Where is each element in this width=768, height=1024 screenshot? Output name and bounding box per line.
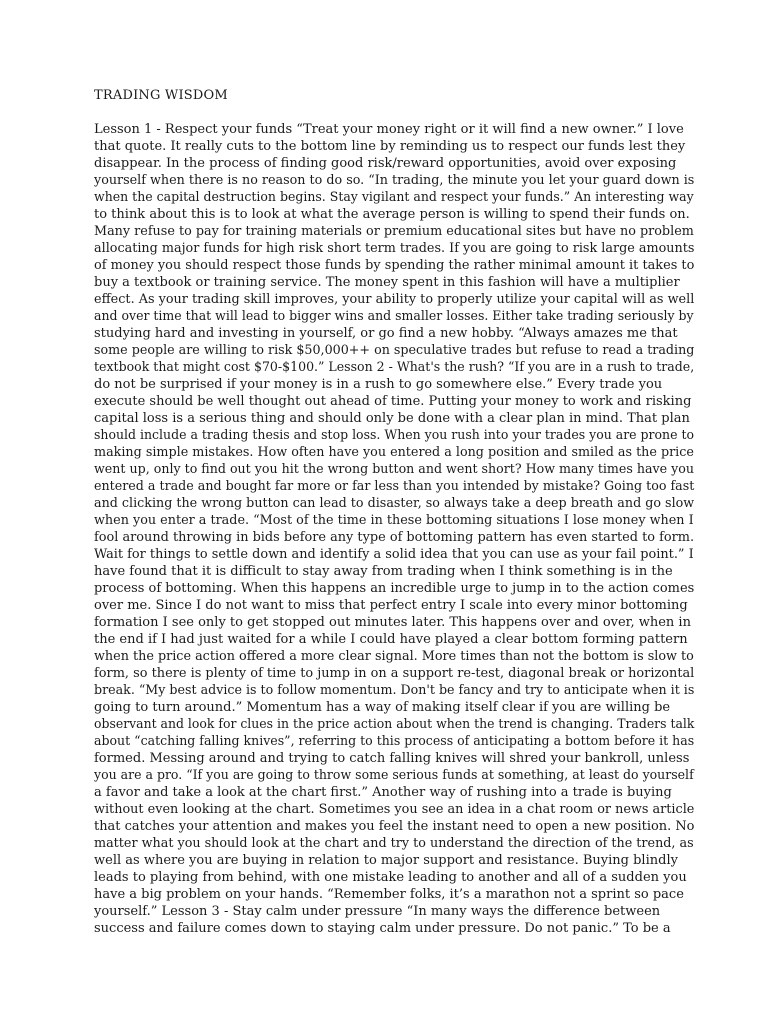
body-text-line: and clicking the wrong button can lead to disaster, so always take a deep breath and go slow — [94, 496, 695, 511]
body-text-line: entered a trade and bought far more or far less than you intended by mistake? Going too fast — [94, 479, 695, 494]
body-text-line: without even looking at the chart. Sometimes you see an idea in a chat room or news article — [94, 802, 695, 817]
body-text-line: to think about this is to look at what the average person is willing to spend their funds on. — [94, 207, 690, 222]
body-text-line: Many refuse to pay for training materials or premium educational sites but have no problem — [94, 224, 694, 239]
body-text-line: should include a trading thesis and stop loss. When you rush into your trades you are prone to — [94, 428, 695, 443]
body-text-line: and over time that will lead to bigger wins and smaller losses. Either take trading seriously by — [94, 309, 694, 324]
document-body — [94, 121, 694, 937]
body-text-line: Lesson 1 - Respect your funds “Treat your money right or it will find a new owner.” I love — [94, 122, 684, 137]
body-text-line: studying hard and investing in yourself, or go find a new hobby. “Always amazes me that — [94, 326, 678, 341]
body-text-line: making simple mistakes. How often have you entered a long position and smiled as the price — [94, 445, 694, 460]
body-text-line: matter what you should look at the chart and try to understand the direction of the trend, as — [94, 836, 694, 851]
body-text-line: the end if I had just waited for a while I could have played a clear bottom forming pattern — [94, 632, 688, 647]
body-text-line: formation I see only to get stopped out minutes later. This happens over and over, when in — [94, 615, 691, 630]
body-text-line: some people are willing to risk $50,000++ on speculative trades but refuse to read a trading — [94, 343, 695, 358]
body-text-line: Wait for things to settle down and identify a solid idea that you can use as your fail point.” I — [94, 547, 694, 562]
body-text-line: you are a pro. “If you are going to throw some serious funds at something, at least do yourself — [94, 768, 694, 783]
body-text-line: went up, only to find out you hit the wrong button and went short? How many times have you — [94, 462, 694, 477]
body-text-line: form, so there is plenty of time to jump in on a support re-test, diagonal break or horizontal — [94, 666, 695, 681]
body-text-line: allocating major funds for high risk short term trades. If you are going to risk large amounts — [94, 241, 695, 256]
body-text-line: disappear. In the process of finding good risk/reward opportunities, avoid over exposing — [94, 156, 677, 171]
body-text-line: have a big problem on your hands. “Remember folks, it’s a marathon not a sprint so pace — [94, 887, 684, 902]
body-text-line: process of bottoming. When this happens an incredible urge to jump in to the action comes — [94, 581, 695, 596]
body-text-line: that quote. It really cuts to the bottom line by reminding us to respect our funds lest they — [94, 139, 686, 154]
body-text-line: well as where you are buying in relation to major support and resistance. Buying blindly — [94, 853, 678, 868]
body-text-line: that catches your attention and makes you feel the instant need to open a new position. No — [94, 819, 695, 834]
body-text-line: buy a textbook or training service. The money spent in this fashion will have a multiplier — [94, 275, 680, 290]
body-text-line: capital loss is a serious thing and should only be done with a clear plan in mind. That plan — [94, 411, 690, 426]
body-text-line: effect. As your trading skill improves, your ability to properly utilize your capital will as well — [94, 292, 695, 307]
body-text-line: do not be surprised if your money is in a rush to go somewhere else.” Every trade you — [94, 377, 663, 392]
body-text-line: yourself when there is no reason to do so. “In trading, the minute you let your guard down is — [94, 173, 695, 188]
body-text-line: have found that it is difficult to stay away from trading when I think something is in the — [94, 564, 673, 579]
body-text-line: when you enter a trade. “Most of the time in these bottoming situations I lose money when I — [94, 513, 694, 528]
body-text-line: a favor and take a look at the chart first.” Another way of rushing into a trade is buying — [94, 785, 672, 800]
body-text-line: leads to playing from behind, with one mistake leading to another and all of a sudden you — [94, 870, 687, 885]
body-text-line: yourself.” Lesson 3 - Stay calm under pressure “In many ways the difference between — [94, 904, 661, 919]
body-text-line: execute should be well thought out ahead of time. Putting your money to work and risking — [94, 394, 692, 409]
body-text-line: going to turn around.” Momentum has a way of making itself clear if you are willing be — [94, 700, 671, 715]
body-text-line: of money you should respect those funds by spending the rather minimal amount it takes to — [94, 258, 695, 273]
body-text-line: observant and look for clues in the price action about when the trend is changing. Traders talk — [94, 717, 695, 732]
body-text-line: textbook that might cost $70-$100.” Lesson 2 - What's the rush? “If you are in a rush to trade, — [94, 360, 695, 375]
body-text-line: formed. Messing around and trying to catch falling knives will shred your bankroll, unless — [94, 751, 690, 766]
body-text-line: fool around throwing in bids before any type of bottoming pattern has even started to form. — [94, 530, 695, 545]
body-text-line: break. “My best advice is to follow momentum. Don't be fancy and try to anticipate when it is — [94, 683, 695, 698]
body-text-line: success and failure comes down to staying calm under pressure. Do not panic.” To be a — [94, 921, 671, 936]
body-text-line: about “catching falling knives”, referring to this process of anticipating a bottom before it has — [94, 734, 695, 749]
body-text-line: over me. Since I do not want to miss that perfect entry I scale into every minor bottoming — [94, 598, 688, 613]
body-text-line: when the capital destruction begins. Stay vigilant and respect your funds.” An interesting way — [94, 190, 694, 205]
document-title: TRADING WISDOM — [94, 88, 228, 103]
body-text-line: when the price action offered a more clear signal. More times than not the bottom is slow to — [94, 649, 694, 664]
